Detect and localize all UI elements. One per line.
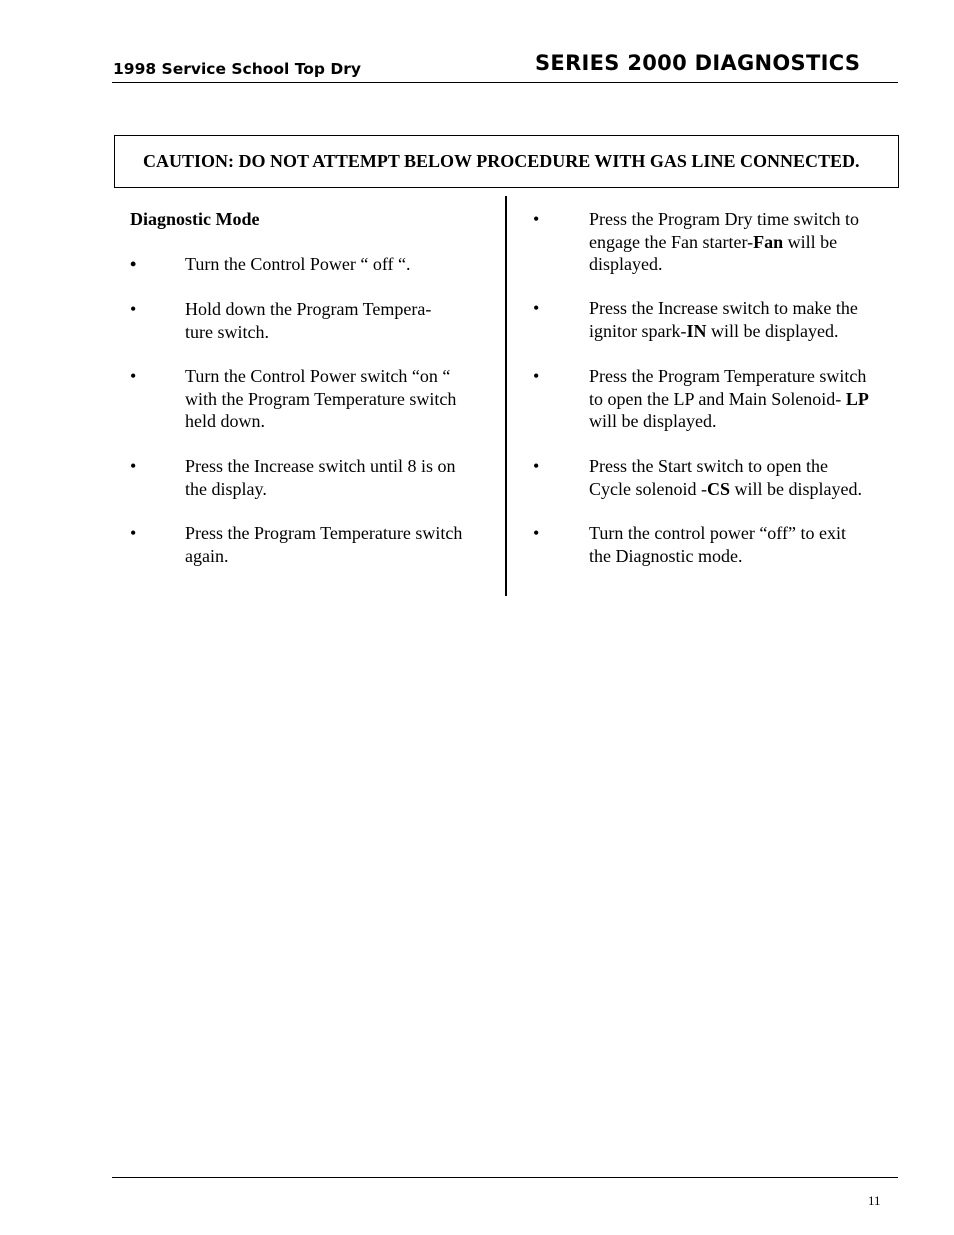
bullet-icon: •: [533, 456, 540, 476]
bullet-icon: •: [130, 254, 137, 274]
list-item-line: Press the Start switch to open the: [589, 456, 828, 476]
list-item: [185, 522, 462, 567]
list-item-line: again.: [185, 545, 229, 566]
list-item-line: Turn the control power “off” to exit: [589, 523, 846, 543]
display-code: Fan: [753, 231, 784, 252]
list-item-line: engage the Fan starter-Fan will be: [589, 231, 838, 252]
list-item: [589, 365, 869, 433]
list-item: [185, 455, 455, 500]
display-code: LP: [845, 388, 869, 409]
list-item-line: displayed.: [589, 254, 663, 274]
bullet-icon: •: [130, 366, 137, 386]
list-item-line: Press the Program Dry time switch to: [589, 209, 859, 229]
page-number: 11: [868, 1193, 881, 1208]
running-header-section: SERIES 2000 DIAGNOSTICS: [535, 51, 861, 75]
bullet-icon: •: [533, 366, 540, 386]
bullet-icon: •: [533, 209, 540, 229]
running-header-title: 1998 Service School Top Dry: [113, 60, 362, 78]
bullet-icon: •: [130, 299, 137, 319]
bullet-icon: •: [130, 523, 137, 543]
list-item-line: Turn the Control Power switch “on “: [185, 366, 451, 386]
footer-rule: [112, 1177, 898, 1178]
list-item-line: ignitor spark-IN will be displayed.: [589, 320, 839, 341]
list-item-line: to open the LP and Main Solenoid- LP: [589, 388, 869, 409]
list-item-line: Hold down the Program Tempera-: [185, 299, 432, 319]
bullet-icon: •: [533, 523, 540, 543]
list-item-line: held down.: [185, 411, 265, 431]
list-item: [185, 253, 410, 276]
display-code: CS: [706, 478, 730, 499]
list-item-line: the display.: [185, 478, 267, 499]
column-divider: [505, 196, 507, 596]
list-item-line: will be displayed.: [589, 411, 717, 431]
bullet-icon: •: [533, 298, 540, 318]
list-item-line: the Diagnostic mode.: [589, 545, 743, 566]
list-item-line: Press the Increase switch until 8 is on: [185, 456, 456, 476]
display-code: IN: [686, 320, 707, 341]
list-item: [185, 298, 431, 343]
list-item-line: with the Program Temperature switch: [185, 388, 457, 409]
caution-text: CAUTION: DO NOT ATTEMPT BELOW PROCEDURE WITH GAS LINE CONNECTED.: [143, 151, 860, 171]
bullet-icon: •: [130, 456, 137, 476]
list-item: [185, 365, 456, 433]
list-item: [589, 455, 862, 500]
list-item-line: Press the Program Temperature switch: [185, 523, 463, 543]
list-item-line: Press the Increase switch to make the: [589, 298, 858, 318]
list-item-line: Cycle solenoid -CS will be displayed.: [589, 478, 862, 499]
list-item: [589, 522, 846, 567]
list-item: [589, 297, 858, 342]
list-item-line: ture switch.: [185, 321, 269, 342]
list-item: [589, 208, 859, 276]
list-item-line: Turn the Control Power “ off “.: [185, 254, 411, 274]
list-item-line: Press the Program Temperature switch: [589, 366, 867, 386]
section-title: Diagnostic Mode: [130, 209, 260, 229]
header-rule: [112, 82, 898, 83]
